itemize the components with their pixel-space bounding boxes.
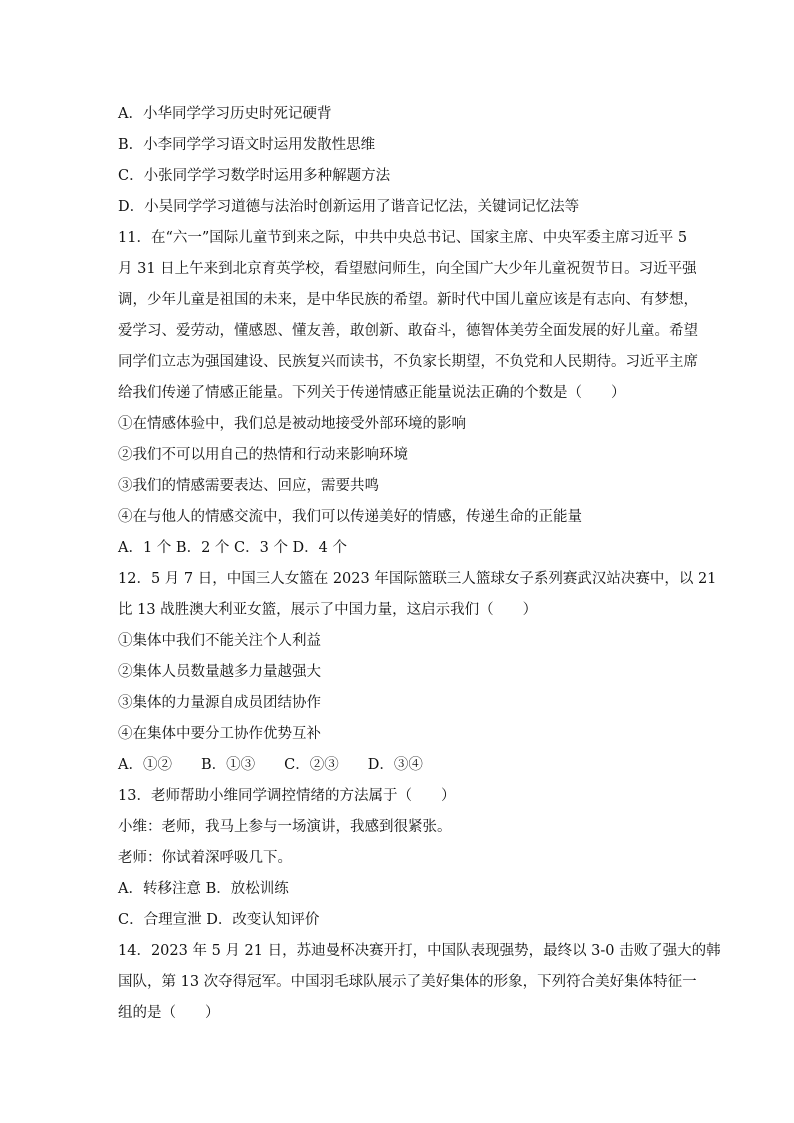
q10-option-d: D．小吴同学学习道德与法治时创新运用了谐音记忆法，关键词记忆法等 <box>118 199 580 215</box>
q13-options-ab: A．转移注意 B．放松训练 <box>118 881 289 897</box>
q11-stem-line: 给我们传递了情感正能量。下列关于传递情感正能量说法正确的个数是（ ） <box>118 385 626 401</box>
q11-statement-4: ④在与他人的情感交流中，我们可以传递美好的情感，传递生命的正能量 <box>118 509 582 525</box>
q11-stem-line: 调，少年儿童是祖国的未来，是中华民族的希望。新时代中国儿童应该是有志向、有梦想， <box>118 292 698 308</box>
q12-stem-line: 比 13 战胜澳大利亚女篮，展示了中国力量，这启示我们（ ） <box>118 602 538 618</box>
q13-dialog-line: 小维：老师，我马上参与一场演讲，我感到很紧张。 <box>118 819 452 835</box>
q12-stem-line: 12．5 月 7 日，中国三人女篮在 2023 年国际篮联三人篮球女子系列赛武汉站决赛中，以 21 <box>118 571 717 587</box>
q11-stem-line: 同学们立志为强国建设、民族复兴而读书，不负家长期望，不负党和人民期待。习近平主席 <box>118 354 698 370</box>
q11-stem-line: 爱学习、爱劳动，懂感恩、懂友善，敢创新、敢奋斗，德智体美劳全面发展的好儿童。希望 <box>118 323 698 339</box>
q11-statement-2: ②我们不可以用自己的热情和行动来影响环境 <box>118 447 408 463</box>
q10-option-c: C．小张同学学习数学时运用多种解题方法 <box>118 168 391 184</box>
q11-options: A．1 个 B．2 个 C．3 个 D．4 个 <box>118 540 348 556</box>
q13-stem: 13．老师帮助小维同学调控情绪的方法属于（ ） <box>118 788 456 804</box>
q14-stem-line: 组的是（ ） <box>118 1005 220 1021</box>
q12-statement-1: ①集体中我们不能关注个人利益 <box>118 633 321 649</box>
q14-stem-line: 国队，第 13 次夺得冠军。中国羽毛球队展示了美好集体的形象，下列符合美好集体特征一 <box>118 974 697 990</box>
q14-stem-line: 14．2023 年 5 月 21 日，苏迪曼杯决赛开打，中国队表现强势，最终以 3-0 击败了强大的韩 <box>118 943 721 959</box>
q13-options-cd: C．合理宣泄 D．改变认知评价 <box>118 912 320 928</box>
q10-option-b: B．小李同学学习语文时运用发散性思维 <box>118 137 376 153</box>
q12-statement-3: ③集体的力量源自成员团结协作 <box>118 695 321 711</box>
q11-statement-1: ①在情感体验中，我们总是被动地接受外部环境的影响 <box>118 416 466 432</box>
q11-stem-line: 月 31 日上午来到北京育英学校，看望慰问师生，向全国广大少年儿童祝贺节日。习近平强 <box>118 261 697 277</box>
q12-statement-4: ④在集体中要分工协作优势互补 <box>118 726 321 742</box>
q12-options: A．①② B．①③ C．②③ D．③④ <box>118 757 423 773</box>
q12-statement-2: ②集体人员数量越多力量越强大 <box>118 664 321 680</box>
q11-statement-3: ③我们的情感需要表达、回应，需要共鸣 <box>118 478 379 494</box>
q11-stem-line: 11．在“六一”国际儿童节到来之际，中共中央总书记、国家主席、中央军委主席习近平 5 <box>118 230 688 246</box>
q10-option-a: A．小华同学学习历史时死记硬背 <box>118 106 332 122</box>
q13-dialog-line: 老师：你试着深呼吸几下。 <box>118 850 292 866</box>
